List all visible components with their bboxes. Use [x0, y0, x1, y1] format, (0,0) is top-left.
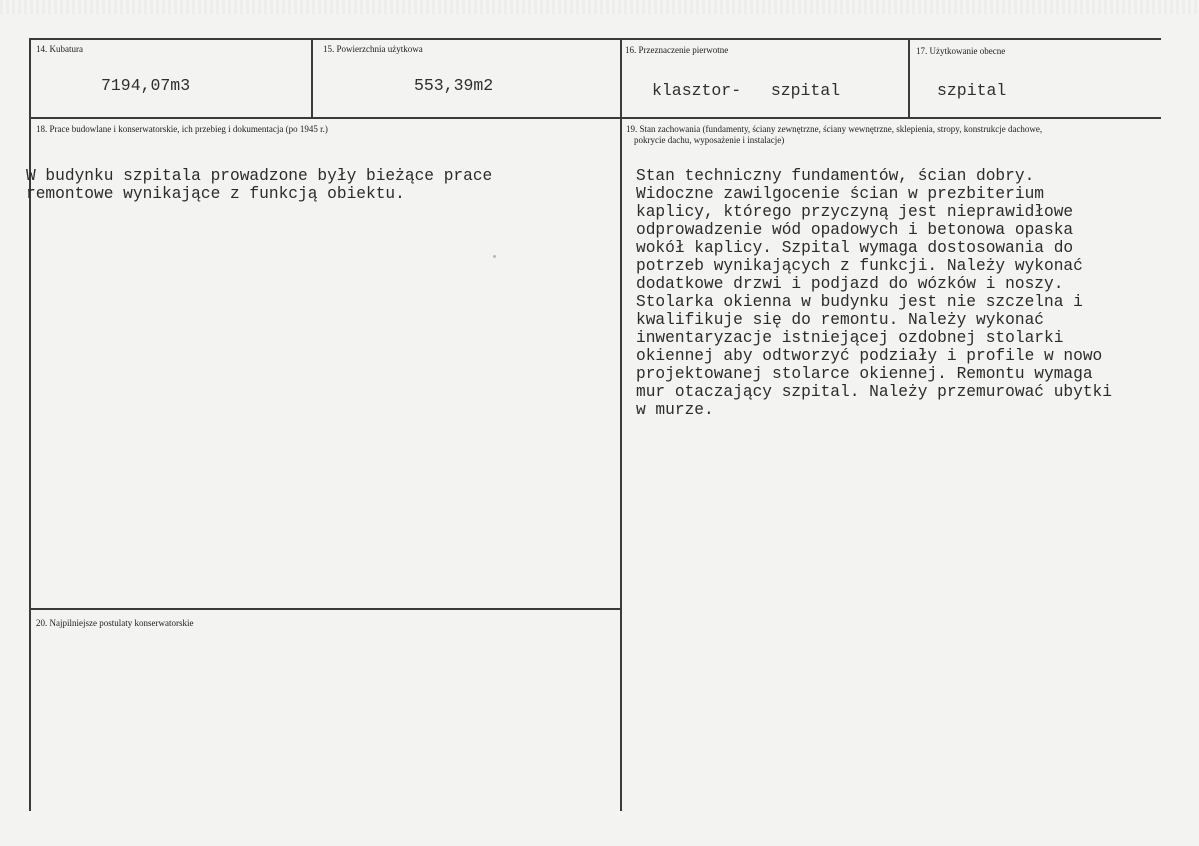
section-divider	[29, 608, 622, 610]
field-17-label: 17. Użytkowanie obecne	[916, 46, 1006, 56]
field-19-label-line2: pokrycie dachu, wyposażenie i instalacje)	[634, 135, 785, 145]
top-border	[29, 38, 1161, 40]
card-top-edge	[0, 0, 1199, 14]
field-19-text: Stan techniczny fundamentów, ścian dobry. Widoczne zawilgocenie ścian w prezbiterium kaplicy, którego przyczyną jest nieprawidłowe odprowadzenie wód opadowych i betonowa opaska wokół kaplicy. Szpital wymaga dostosowania do potrzeb wynikających z funkcji. Należy wykonać dodatkowe drzwi i podjazd do wózków i noszy. Stolarka okienna w budynku jest nie szczelna i kwalifikuje się do remontu. Należy wykonać inwentaryzacje istniejącej ozdobnej stolarki okiennej aby odtworzyć podziały i profile w nowo projektowanej stolarce okiennej. Remontu wymaga mur otaczający szpital. Należy przemurować ubytki w murze.	[636, 167, 1112, 419]
field-14-value: 7194,07m3	[101, 76, 191, 95]
row-divider	[29, 117, 1161, 119]
left-border	[29, 38, 31, 811]
field-16-value: klasztor- szpital	[652, 81, 841, 100]
field-18-label: 18. Prace budowlane i konserwatorskie, ich przebieg i dokumentacja (po 1945 r.)	[36, 124, 328, 134]
paper-speck	[493, 255, 496, 258]
col-divider-16	[620, 38, 622, 811]
field-20-label: 20. Najpilniejsze postulaty konserwatorskie	[36, 618, 194, 628]
field-18-text: W budynku szpitala prowadzone były bieżące prace remontowe wynikające z funkcją obiektu.	[26, 167, 493, 203]
col-divider-17	[908, 38, 910, 119]
field-15-label: 15. Powierzchnia użytkowa	[323, 44, 423, 54]
field-16-label: 16. Przeznaczenie pierwotne	[625, 45, 729, 55]
field-14-label: 14. Kubatura	[36, 44, 83, 54]
col-divider-15	[311, 38, 313, 119]
field-15-value: 553,39m2	[414, 76, 494, 95]
field-19-label-line1: 19. Stan zachowania (fundamenty, ściany zewnętrzne, ściany wewnętrzne, sklepienia, stropy, konstrukcje dachowe,	[626, 124, 1043, 134]
field-17-value: szpital	[937, 81, 1007, 100]
